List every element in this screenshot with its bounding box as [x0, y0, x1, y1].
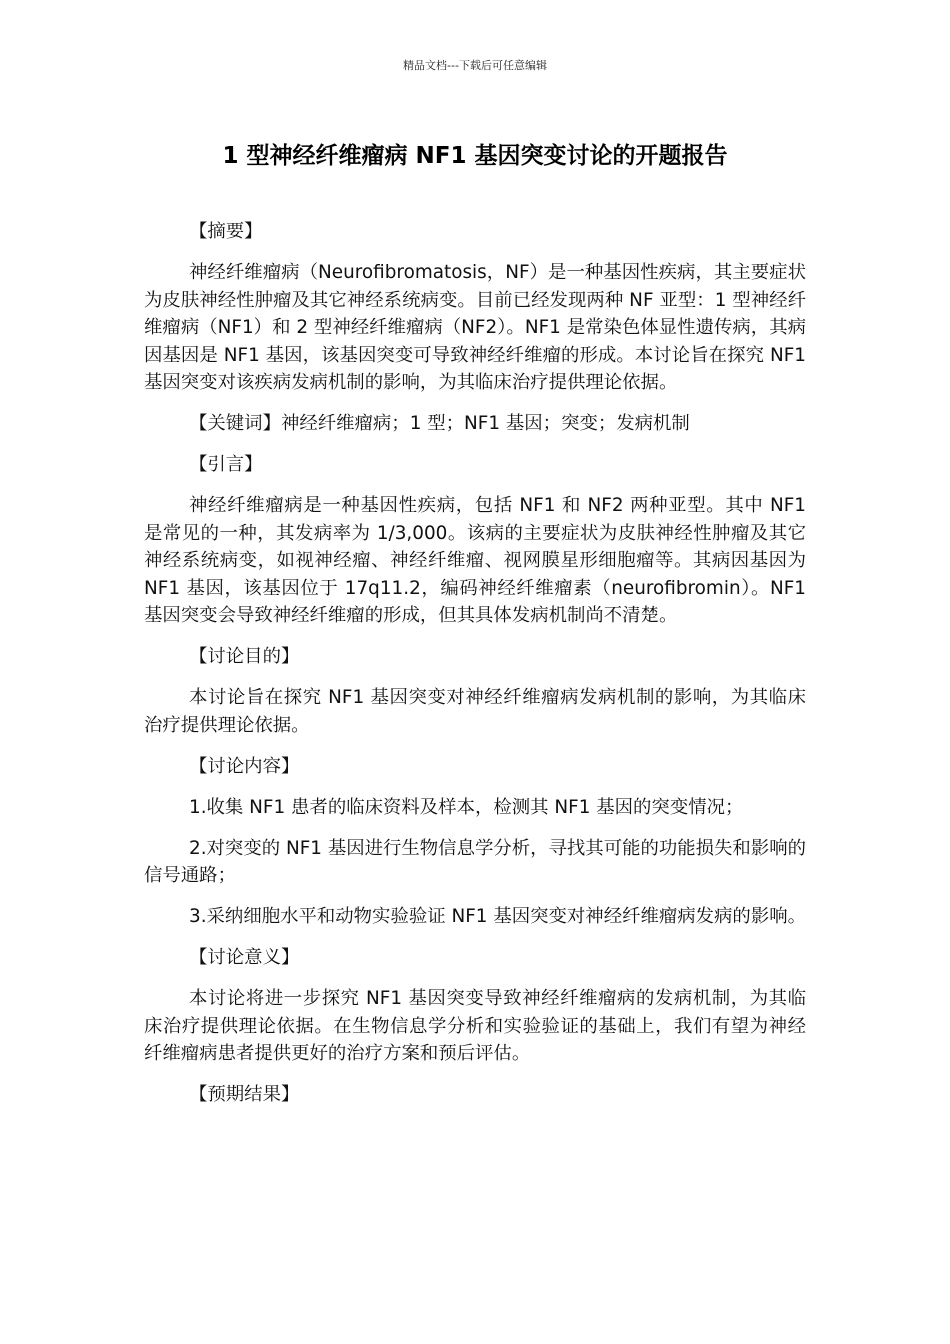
- significance-heading: 【讨论意义】: [189, 947, 300, 968]
- content-item: 1.收集 NF1 患者的临床资料及样本，检测其 NF1 基因的突变情况；: [189, 796, 744, 818]
- keywords-line: 【关键词】神经纤维瘤病；1 型；NF1 基因；突变；发病机制: [189, 413, 690, 434]
- results-heading: 【预期结果】: [189, 1084, 300, 1105]
- purpose-heading: 【讨论目的】: [189, 646, 300, 667]
- content-item: 2.对突变的 NF1 基因进行生物信息学分析，寻找其可能的功能损失和影响的信号通路；: [144, 837, 806, 886]
- content-item: 3.采纳细胞水平和动物实验验证 NF1 基因突变对神经纤维瘤病发病的影响。: [189, 906, 806, 927]
- significance-paragraph: 本讨论将进一步探究 NF1 基因突变导致神经纤维瘤病的发病机制，为其临床治疗提供理论依据。在生物信息学分析和实验验证的基础上，我们有望为神经纤维瘤病患者提供更好的治疗方案和预后评估。: [144, 988, 806, 1064]
- abstract-paragraph: 神经纤维瘤病（Neurofibromatosis，NF）是一种基因性疾病，其主要症状为皮肤神经性肿瘤及其它神经系统病变。目前已经发现两种 NF 亚型：1 型神经纤维瘤病（NF1）和 2 型神经纤维瘤病（NF2）。NF1 是常染色体显性遗传病，其病因基因是 NF1 基因，该基因突变可导致神经纤维瘤的形成。本讨论旨在探究 NF1 基因突变对该疾病发病机制的影响，为其临床治疗提供理论依据。: [144, 262, 806, 393]
- document-body: [144, 218, 806, 1122]
- abstract-heading: 【摘要】: [189, 221, 263, 242]
- intro-heading: 【引言】: [189, 454, 263, 475]
- content-heading: 【讨论内容】: [189, 755, 300, 777]
- purpose-paragraph: 本讨论旨在探究 NF1 基因突变对神经纤维瘤病发病机制的影响，为其临床治疗提供理论依据。: [144, 687, 806, 736]
- intro-paragraph: 神经纤维瘤病是一种基因性疾病，包括 NF1 和 NF2 两种亚型。其中 NF1 是常见的一种，其发病率为 1/3,000。该病的主要症状为皮肤神经性肿瘤及其它神经系统病变，如视神经瘤、神经纤维瘤、视网膜星形细胞瘤等。其病因基因为 NF1 基因，该基因位于 17q11.2，编码神经纤维瘤素（neurofibromin）。NF1 基因突变会导致神经纤维瘤的形成，但其具体发病机制尚不清楚。: [144, 495, 806, 626]
- document-title: 1 型神经纤维瘤病 NF1 基因突变讨论的开题报告: [222, 143, 728, 169]
- page-header: 精品文档---下载后可任意编辑: [403, 59, 547, 72]
